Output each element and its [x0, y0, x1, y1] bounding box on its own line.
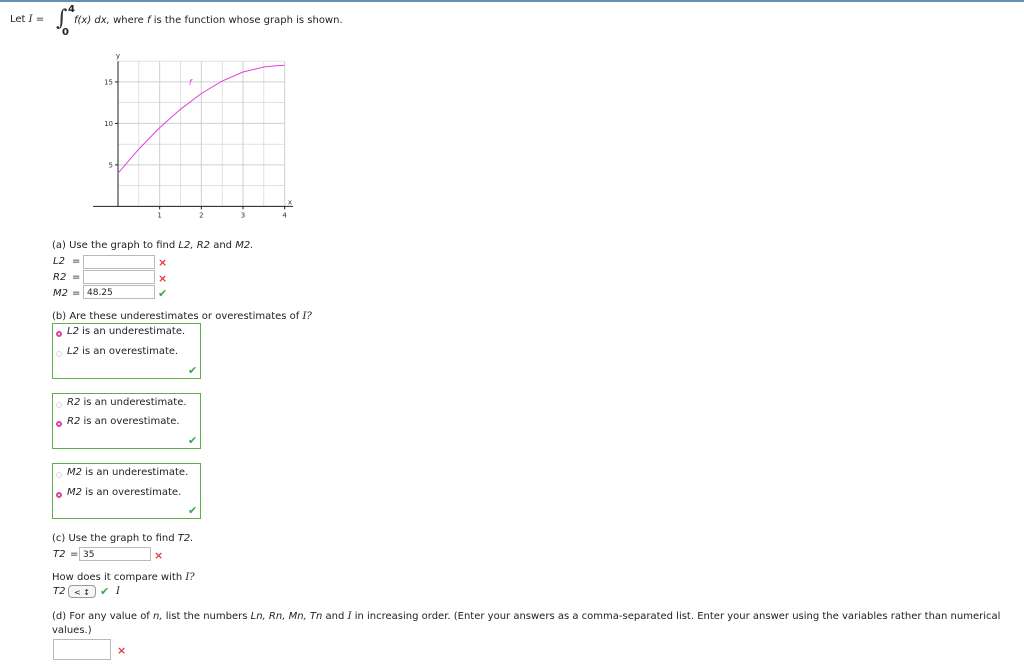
option-text: is an overestimate. — [85, 487, 182, 498]
integral-sign: ∫ — [56, 6, 68, 31]
part-c-prompt — [52, 533, 193, 544]
l2-choice-check-icon: ✔ — [188, 364, 198, 377]
r2-label: R2 — [53, 272, 67, 283]
x-axis-label: x — [287, 198, 292, 207]
r2-input[interactable] — [83, 270, 155, 284]
m2-under-radio[interactable] — [56, 472, 62, 478]
option-text: is an underestimate. — [83, 397, 187, 408]
part-d-ln: Ln, — [250, 611, 266, 622]
part-d-text: list the numbers — [165, 611, 248, 622]
part-a-prompt — [52, 240, 253, 251]
part-d-mn: Mn, — [288, 611, 307, 622]
l2-under-option[interactable] — [67, 326, 185, 337]
m2-under-option[interactable] — [67, 467, 188, 478]
t2-label: T2 — [53, 549, 66, 560]
m2-label: M2 — [53, 288, 68, 299]
l2-eq: = — [72, 256, 81, 267]
t2-status-x-icon: × — [154, 549, 164, 562]
y-axis-label: y — [115, 52, 121, 60]
y-tick-label: 15 — [104, 78, 113, 87]
option-var: M2 — [67, 467, 82, 478]
problem-statement — [10, 14, 44, 25]
x-tick-label: 1 — [157, 211, 162, 220]
function-graph — [88, 50, 298, 225]
part-a-prompt-text: (a) Use the graph to find — [52, 240, 176, 251]
r2-status-x-icon: × — [158, 272, 168, 285]
compare-rhs: I — [116, 586, 120, 597]
t2-eq: = — [70, 549, 79, 560]
part-b-prompt — [52, 311, 312, 322]
y-tick-label: 5 — [108, 161, 113, 170]
l2-over-option[interactable] — [67, 346, 178, 357]
m2-eq: = — [72, 288, 81, 299]
option-text: is an underestimate. — [82, 326, 186, 337]
part-d-and: and — [325, 611, 345, 622]
part-b-prompt-text: (b) Are these underestimates or overestimates of — [52, 311, 300, 322]
top-border — [0, 0, 1024, 2]
part-d-text: in increasing order. (Enter your answers as a comma-separated list. Enter your answer using the variables rather than numerical — [354, 611, 1001, 622]
let-text: Let — [10, 14, 26, 25]
where-text: where — [113, 15, 144, 26]
option-var: R2 — [67, 416, 81, 427]
l2-over-radio[interactable] — [56, 351, 62, 357]
compare-select[interactable] — [68, 585, 96, 598]
m2-input[interactable]: 48.25 — [83, 285, 155, 299]
integral-lower: 0 — [62, 27, 69, 38]
part-a-var-r2: R2 — [196, 240, 211, 251]
part-a-and: and — [213, 240, 233, 251]
part-d-tn: Tn — [309, 611, 323, 622]
problem-rest — [74, 15, 343, 26]
part-d-prompt — [52, 611, 1000, 622]
part-c-prompt-var: T2. — [177, 533, 194, 544]
m2-choice-check-icon: ✔ — [188, 504, 198, 517]
part-a-var-m2: M2. — [235, 240, 254, 251]
option-text: is an overestimate. — [82, 346, 179, 357]
l2-input[interactable] — [83, 255, 155, 269]
option-var: M2 — [67, 487, 82, 498]
part-d-input[interactable] — [53, 639, 111, 660]
l2-status-x-icon: × — [158, 256, 168, 269]
x-tick-label: 3 — [240, 211, 246, 220]
option-text: is an overestimate. — [83, 416, 180, 427]
part-d-text: (d) For any value of — [52, 611, 150, 622]
r2-choice-check-icon: ✔ — [188, 434, 198, 447]
part-d-rn: Rn, — [268, 611, 286, 622]
integral-upper: 4 — [68, 4, 75, 15]
integrand: f(x) dx, — [74, 15, 110, 26]
part-c-prompt-text: (c) Use the graph to find — [52, 533, 175, 544]
compare-check-icon: ✔ — [100, 585, 110, 598]
compare-prompt-text: How does it compare with — [52, 572, 183, 583]
x-tick-label: 2 — [199, 211, 204, 220]
option-text: is an underestimate. — [85, 467, 189, 478]
where-rest: is the function whose graph is shown. — [153, 15, 343, 26]
part-d-status-x-icon: × — [117, 644, 127, 657]
m2-status-check-icon: ✔ — [158, 287, 168, 300]
integral-var: I — [28, 14, 33, 25]
option-var: L2 — [67, 326, 79, 337]
part-b-prompt-var: I? — [302, 311, 312, 322]
compare-t2-label: T2 — [53, 586, 66, 597]
m2-over-option[interactable] — [67, 487, 181, 498]
where-f: f — [146, 15, 151, 26]
option-var: L2 — [67, 346, 79, 357]
part-d-n: n, — [153, 611, 163, 622]
x-tick-label: 4 — [282, 211, 287, 220]
t2-input[interactable]: 35 — [79, 547, 151, 561]
compare-prompt-var: I? — [185, 572, 195, 583]
r2-eq: = — [72, 272, 81, 283]
l2-under-radio[interactable] — [56, 331, 62, 337]
y-tick-label: 10 — [104, 119, 113, 128]
part-d-prompt-line2: values.) — [52, 625, 92, 636]
r2-under-radio[interactable] — [56, 402, 62, 408]
compare-select-value: < — [74, 588, 81, 597]
part-d-i: I — [347, 611, 352, 622]
r2-over-radio[interactable] — [56, 421, 62, 427]
r2-under-option[interactable] — [67, 397, 187, 408]
l2-label: L2 — [53, 256, 65, 267]
m2-over-radio[interactable] — [56, 492, 62, 498]
compare-prompt — [52, 572, 195, 583]
series-label-f: f — [188, 78, 192, 88]
option-var: R2 — [67, 397, 81, 408]
equals-sign: = — [35, 14, 45, 25]
r2-over-option[interactable] — [67, 416, 180, 427]
select-arrows-icon: ↕ — [83, 588, 90, 597]
part-a-var-l2: L2, — [178, 240, 194, 251]
